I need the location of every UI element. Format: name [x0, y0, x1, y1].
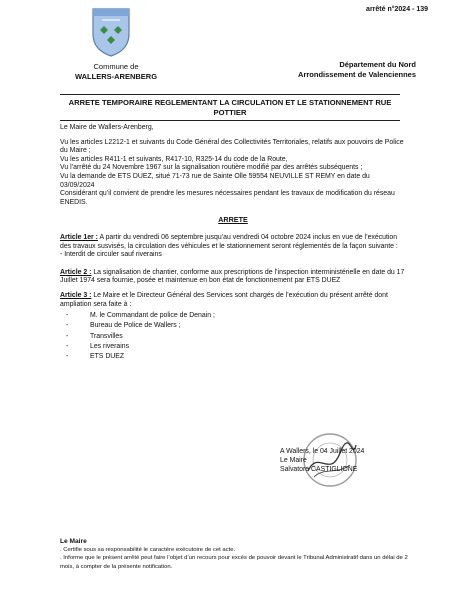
- list-item: - Transvilles: [90, 332, 406, 342]
- title-line-1: ARRETE TEMPORAIRE REGLEMENTANT LA CIRCULATION ET LE STATIONNEMENT RUE: [68, 98, 392, 107]
- signature-place-date: A Wallers, le 04 Juillet 2024: [280, 448, 365, 455]
- ampliation-list: [60, 311, 406, 362]
- considerant: Considérant qu’il convient de prendre les mesures nécessaires pendant les travaux de modification du réseau ENEDIS.: [60, 190, 395, 206]
- decree-number: arrêté n°2024 - 139: [366, 6, 428, 13]
- list-item: - M. le Commandant de police de Denain ;: [90, 311, 406, 321]
- department-name: Département du Nord: [339, 60, 416, 69]
- title-line-2: POTTIER: [213, 108, 247, 117]
- signature-name: Salvatore CASTIGLIONE: [280, 465, 358, 473]
- list-item: - Bureau de Police de Wallers ;: [90, 321, 406, 331]
- visa-3: Vu l’arrêté du 24 Novembre 1967 sur la signalisation routière modifié par des arrêtés subséquents ;: [60, 164, 363, 172]
- article-1-label: Article 1er :: [60, 233, 98, 241]
- list-item: - Les riverains: [90, 342, 406, 352]
- department-block: [256, 60, 416, 79]
- article-2-label: Article 2 :: [60, 268, 92, 276]
- mayor-intro: Le Maire de Wallers-Arenberg,: [60, 124, 154, 131]
- article-3: [60, 292, 406, 309]
- visa-4: Vu la demande de ETS DUEZ, situé 71-73 rue de Sainte Olle 59554 NEUVILLE ST REMY en date du 03/09/2024: [60, 172, 370, 189]
- footer-line-2: . Informe que le présent arrêté peut faire l’objet d’un recours pour excès de pouvoir devant le Tribunal Administratif dans un délai de 2 mois, à compter de la présente notification.: [60, 555, 408, 570]
- commune-label: Commune de: [93, 62, 139, 71]
- document-body: [60, 124, 406, 362]
- list-item: - ETS DUEZ: [90, 352, 406, 362]
- article-2: [60, 269, 406, 286]
- article-3-text: Le Maire et le Directeur Général des Services sont chargés de l’exécution du présent arrêté dont ampliation sera faite à :: [60, 291, 388, 308]
- arrondissement-name: Arrondissement de Valenciennes: [298, 69, 416, 79]
- arrete-heading: ARRETE: [218, 215, 248, 225]
- article-2-text: La signalisation de chantier, conforme aux prescriptions de l’inspection interministérielle en date du 17 Juillet 1974 sera fournie, posée et maintenue en bon état de fonctionnement par ETS DUEZ: [60, 268, 405, 285]
- document-title: [60, 94, 400, 121]
- visa-2: Vu les articles R411-1 et suivants, R417-10, R325-14 du code de la Route,: [60, 155, 288, 163]
- commune-block: [46, 62, 186, 81]
- footer-notice: [60, 538, 420, 571]
- article-3-label: Article 3 :: [60, 291, 92, 299]
- coat-of-arms-logo: [90, 6, 132, 58]
- signature-role: Le Maire: [280, 456, 307, 464]
- footer-title: Le Maire: [60, 538, 87, 545]
- footer-line-1: . Certifie sous sa responsabilité le caractère exécutoire de cet acte.: [60, 547, 236, 554]
- article-1-item: - Interdit de circuler sauf riverains: [60, 251, 162, 259]
- commune-name: WALLERS-ARENBERG: [74, 71, 158, 81]
- signature-block: [280, 448, 364, 474]
- article-1-text: A partir du vendredi 06 septembre jusqu’au vendredi 04 octobre 2024 inclus en vue de l’exécution des travaux susvisés, la circulation des véhicules et le stationnement seront réglementés de la façon suivante :: [60, 233, 398, 250]
- visa-1: Vu les articles L2212-1 et suivants du Code Général des Collectivités Territoriales, relatifs aux pouvoirs de Police du Maire ;: [60, 138, 404, 155]
- article-1: [60, 234, 406, 251]
